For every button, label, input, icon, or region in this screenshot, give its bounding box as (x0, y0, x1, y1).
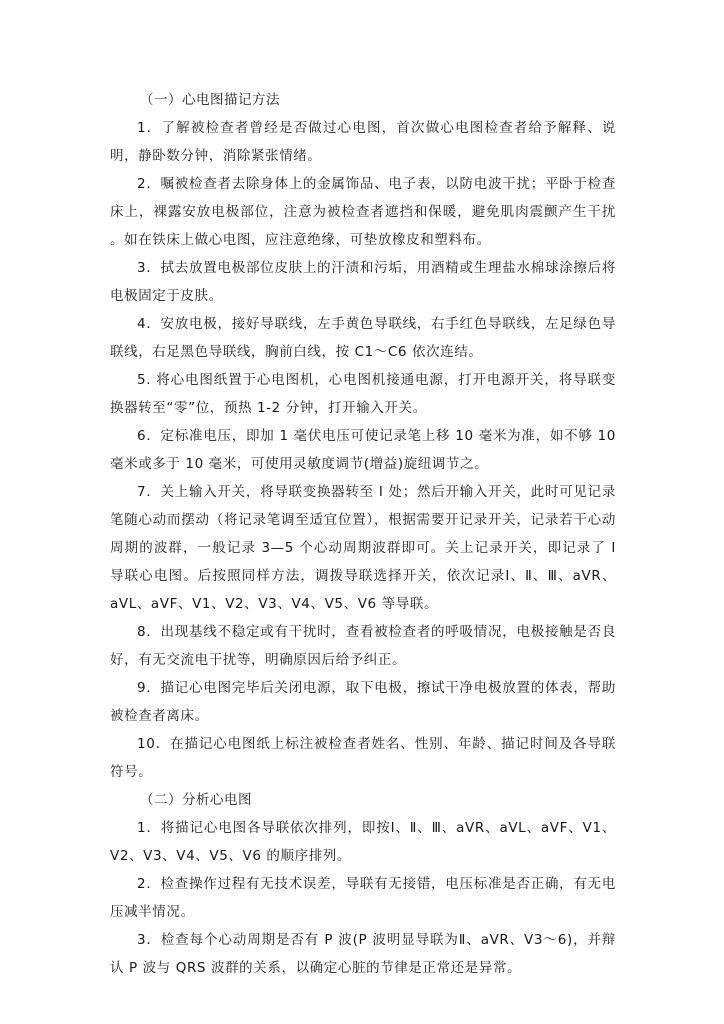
section1-item-9: 9．描记心电图完毕后关闭电源，取下电极，擦试干净电极放置的体表，帮助被检查者离床。 (110, 680, 616, 724)
section1-item-5: 5. 将心电图纸置于心电图机，心电图机接通电源，打开电源开关，将导联变换器转至“零”位，预热 1-2 分钟，打开输入开关。 (110, 372, 616, 416)
section2-item-2: 2．检查操作过程有无技术误差，导联有无接错，电压标准是否正确，有无电压减半情况。 (110, 876, 616, 920)
section2-item-3: 3．检查每个心动周期是否有 P 波(P 波明显导联为Ⅱ、aVR、V3～6)，并辩认 P 波与 QRS 波群的关系，以确定心脏的节律是正常还是异常。 (110, 932, 616, 976)
section1-item-7: 7．关上输入开关，将导联变换器转至 I 处；然后开输入开关，此时可见记录笔随心动而摆动（将记录笔调至适宜位置），根据需要开记录开关，记录若干心动周期的波群，一般记录 3—5 个心动周期波群即可。关上记录开关，即记录了 I 导联心电图。后按照同样方法，调拨导联选择开关，依次记录Ⅰ、Ⅱ、Ⅲ、aVR、aVL、aVF、V1、V2、V3、V4、V5、V6 等导联。 (110, 484, 616, 612)
section1-item-10: 10．在描记心电图纸上标注被检查者姓名、性别、年龄、描记时间及各导联符号。 (110, 736, 616, 780)
section1-item-3: 3．拭去放置电极部位皮肤上的汗渍和污垢，用酒精或生理盐水棉球涂擦后将电极固定于皮肤。 (110, 260, 616, 304)
section1-heading: （一）心电图描记方法 (140, 92, 280, 108)
section2-heading: （二）分析心电图 (140, 792, 252, 808)
section1-item-8: 8．出现基线不稳定或有干扰时，查看被检查者的呼吸情况，电极接触是否良好，有无交流电干扰等，明确原因后给予纠正。 (110, 624, 616, 668)
section2-item-1: 1．将描记心电图各导联依次排列，即按Ⅰ、Ⅱ、Ⅲ、aVR、aVL、aVF、V1、V2、V3、V4、V5、V6 的顺序排列。 (110, 820, 616, 864)
section1-item-1: 1．了解被检查者曾经是否做过心电图，首次做心电图检查者给予解释、说明，静卧数分钟，消除紧张情绪。 (110, 120, 616, 164)
section1-item-6: 6．定标准电压，即加 1 毫伏电压可使记录笔上移 10 毫米为准，如不够 10 毫米或多于 10 毫米，可使用灵敏度调节(增益)旋纽调节之。 (110, 428, 616, 472)
section1-item-2: 2．嘱被检查者去除身体上的金属饰品、电子表，以防电波干扰；平卧于检查床上，裸露安放电极部位，注意为被检查者遮挡和保暖，避免肌肉震颤产生干扰 。如在铁床上做心电图，应注意绝缘，可垫放橡皮和塑料布。 (110, 176, 616, 248)
section1-item-4: 4．安放电极，接好导联线，左手黄色导联线，右手红色导联线，左足绿色导联线，右足黑色导联线，胸前白线，按 C1～C6 依次连结。 (110, 316, 616, 360)
